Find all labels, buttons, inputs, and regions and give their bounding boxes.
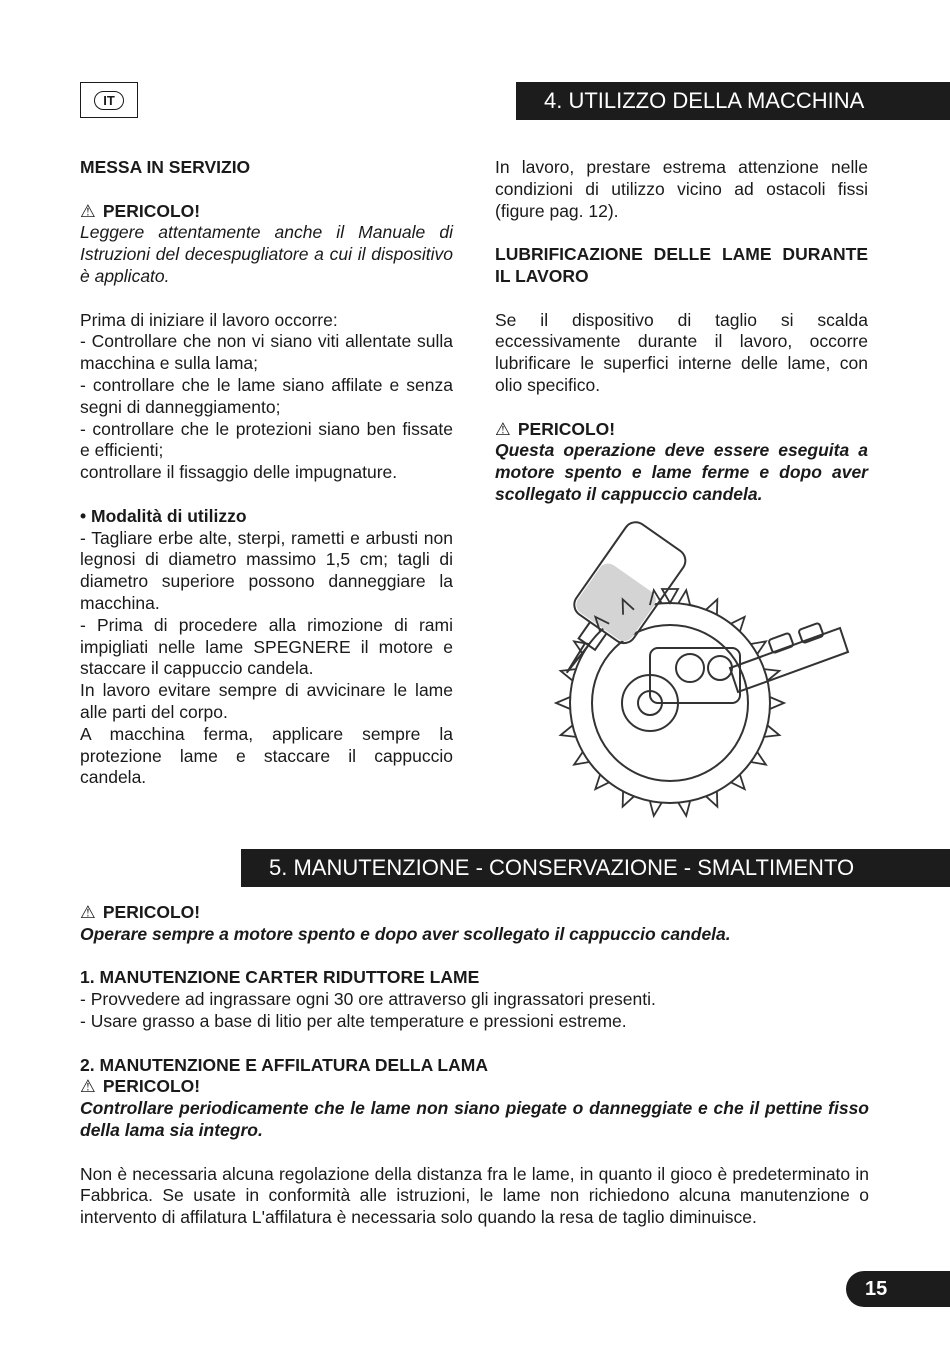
mode-line: - Tagliare erbe alte, sterpi, rametti e arbusti non legnosi di diametro massimo 1,5 cm; tagli di diametro superiore possono danneggiare la macchina. bbox=[80, 527, 453, 613]
checklist-item: - controllare che le lame siano affilate e senza segni di danneggiamento; bbox=[80, 374, 453, 417]
warning-icon: ⚠ bbox=[495, 418, 511, 439]
checklist-item: controllare il fissaggio delle impugnature. bbox=[80, 462, 398, 483]
blade-tooth bbox=[556, 697, 570, 709]
language-badge bbox=[80, 82, 138, 118]
warning-text: Questa operazione deve essere eseguita a motore spento e lame ferme e dopo aver scollegato il cappuccio candela. bbox=[495, 440, 868, 504]
warning-text: Leggere attentamente anche il Manuale di Istruzioni del decespugliatore a cui il dispositivo è applicato. bbox=[80, 222, 453, 286]
blade-tooth bbox=[770, 697, 784, 709]
page-number: 15 bbox=[846, 1271, 950, 1307]
warning-icon: ⚠ bbox=[80, 902, 96, 922]
language-label: IT bbox=[94, 91, 124, 110]
lubrication-illustration bbox=[520, 518, 860, 818]
warning-title bbox=[80, 201, 453, 223]
warning-title-text: PERICOLO! bbox=[517, 418, 616, 439]
maintenance-2-title: 2. MANUTENZIONE E AFFILATURA DELLA LAMA bbox=[80, 1054, 488, 1075]
left-column bbox=[80, 157, 453, 789]
mode-line: In lavoro evitare sempre di avvicinare le lame alle parti del corpo. bbox=[80, 680, 453, 722]
checklist-item: - Controllare che non vi siano viti allentate sulla macchina e sulla lama; bbox=[80, 331, 453, 374]
section-4-header: 4. UTILIZZO DELLA MACCHINA bbox=[516, 82, 950, 120]
mode-title: • Modalità di utilizzo bbox=[80, 505, 247, 526]
maintenance-2-body: Non è necessaria alcuna regolazione della distanza fra le lame, in quanto il gioco è predeterminato in Fabbrica. Se usate in conformità alle istruzioni, le lame non richiedono alcuna manutenzione o intervento di affilatura L'affilatura è necessaria solo quando la resa de taglio diminuisce. bbox=[80, 1163, 869, 1228]
mode-line: A macchina ferma, applicare sempre la protezione lame e staccare il cappuccio candela. bbox=[80, 723, 453, 788]
warning-icon: ⚠ bbox=[80, 200, 96, 221]
warning-title bbox=[495, 419, 868, 441]
right-column bbox=[495, 157, 868, 506]
warning-text: Controllare periodicamente che le lame non siano piegate o danneggiate e che il pettine fisso della lama sia integro. bbox=[80, 1098, 869, 1140]
lubrication-body: Se il dispositivo di taglio si scalda eccessivamente durante il lavoro, occorre lubrificare le superfici interne delle lame, con olio specifico. bbox=[495, 309, 868, 395]
warning-text: Operare sempre a motore spento e dopo aver scollegato il cappuccio candela. bbox=[80, 923, 731, 944]
warning-icon: ⚠ bbox=[80, 1076, 96, 1097]
mode-line: - Prima di procedere alla rimozione di rami impigliati nelle lame SPEGNERE il motore e staccare il cappuccio candela. bbox=[80, 614, 453, 679]
heading-messa-in-servizio: MESSA IN SERVIZIO bbox=[80, 157, 251, 177]
warning-title-text: PERICOLO! bbox=[102, 1076, 201, 1097]
maintenance-1-line: - Provvedere ad ingrassare ogni 30 ore attraverso gli ingrassatori presenti. bbox=[80, 989, 656, 1010]
warning-title-text: PERICOLO! bbox=[102, 902, 201, 922]
checklist-intro: Prima di iniziare il lavoro occorre: bbox=[80, 309, 338, 330]
warning-title-text: PERICOLO! bbox=[102, 200, 201, 221]
checklist-item: - controllare che le protezioni siano ben fissate e efficienti; bbox=[80, 418, 453, 461]
warning-title bbox=[80, 902, 869, 924]
section-5-header: 5. MANUTENZIONE - CONSERVAZIONE - SMALTIMENTO bbox=[241, 849, 950, 887]
warning-title bbox=[80, 1076, 869, 1098]
maintenance-1-line: - Usare grasso a base di litio per alte temperature e pressioni estreme. bbox=[80, 1010, 627, 1031]
maintenance-1-title: 1. MANUTENZIONE CARTER RIDUTTORE LAME bbox=[80, 967, 480, 988]
heading-lubrificazione: LUBRIFICAZIONE DELLE LAME DURANTE IL LAVORO bbox=[495, 244, 868, 286]
maintenance-section bbox=[80, 902, 869, 1229]
right-intro: In lavoro, prestare estrema attenzione nelle condizioni di utilizzo vicino ad ostacoli fissi (figure pag. 12). bbox=[495, 157, 868, 221]
